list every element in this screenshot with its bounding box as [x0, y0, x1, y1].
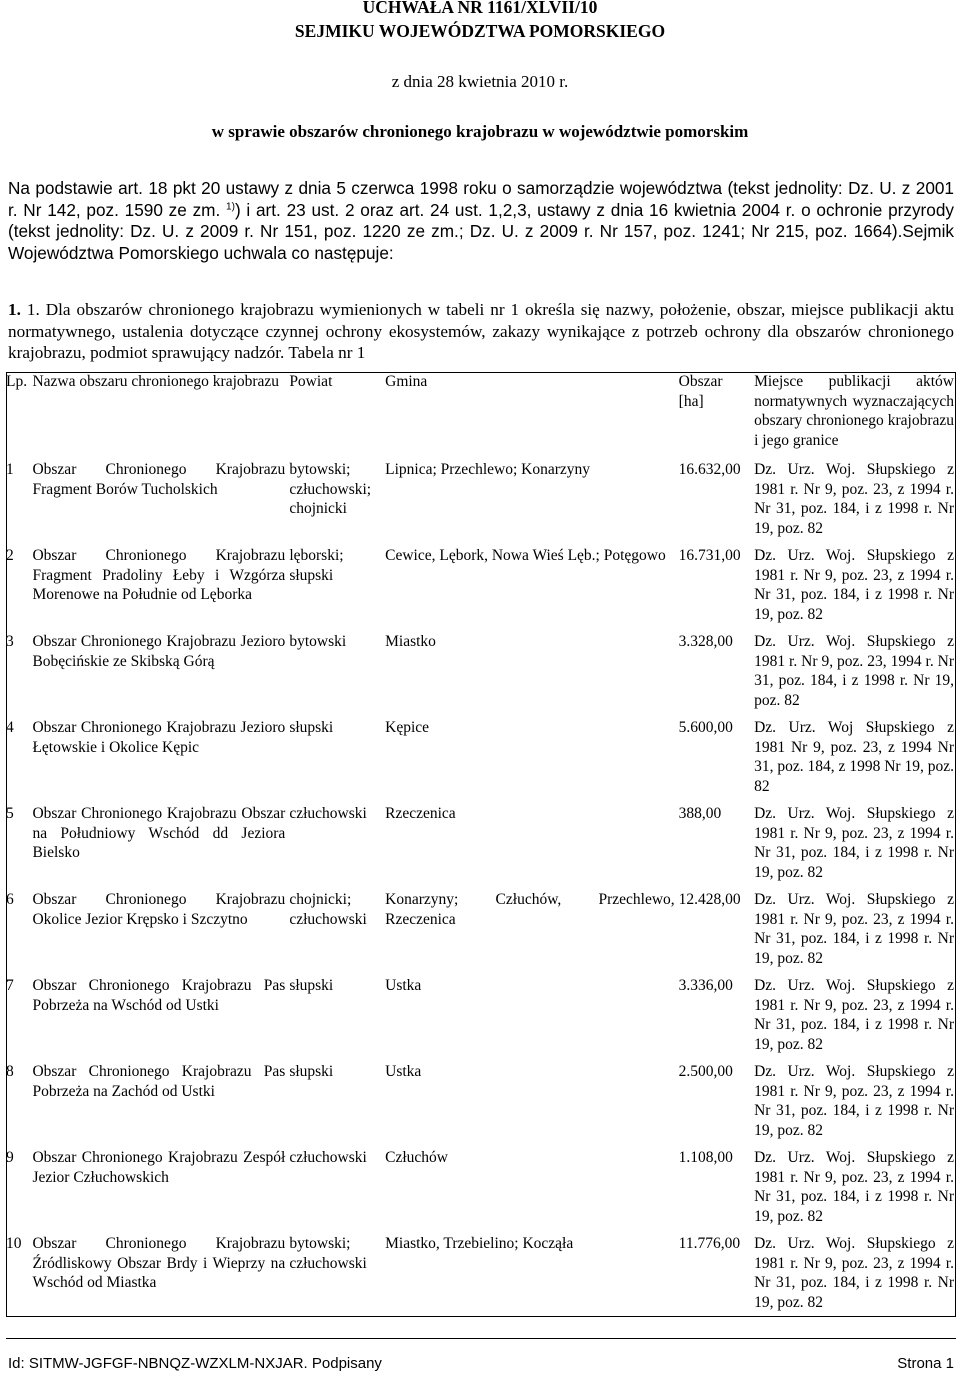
cell-gmina: Lipnica; Przechlewo; Konarzyny — [385, 461, 590, 478]
cell-publication: Dz. Urz. Woj. Słupskiego z 1981 r. Nr 9, poz. 23, 1994 r. Nr 31, poz. 184, i z 1998 r. Nr 19, poz. 82 — [754, 633, 954, 709]
table-row — [6, 804, 956, 890]
header-area: Obszar [ha] — [678, 373, 723, 410]
table-bottom-rule — [6, 1316, 956, 1317]
table-row — [6, 460, 956, 546]
cell-powiat: bytowski — [289, 633, 347, 650]
protected-areas-table — [6, 372, 956, 1320]
header-publication: Miejsce publikacji aktów normatywnych wyznaczających obszary chronionego krajobrazu i jego granice — [754, 373, 954, 449]
cell-area: 12.428,00 — [678, 891, 741, 908]
cell-lp: 7 — [6, 977, 14, 994]
preamble-text-a: Na podstawie art. 18 pkt 20 ustawy z dnia 5 czerwca 1998 roku o samorządzie województwa (tekst jednolity: Dz. U. z 2001 r. Nr 142, poz. 1590 ze zm. — [8, 178, 954, 220]
resolution-subject: w sprawie obszarów chronionego krajobrazu w województwie pomorskim — [211, 122, 749, 141]
cell-lp: 8 — [6, 1063, 14, 1080]
header-gmina: Gmina — [385, 373, 428, 390]
table-row — [6, 632, 956, 718]
cell-name: Obszar Chronionego Krajobrazu Pas Pobrzeża na Zachód od Ustki — [32, 1063, 286, 1100]
table-row — [6, 718, 956, 804]
cell-powiat: słupski — [289, 977, 334, 994]
cell-powiat: lęborski; słupski — [289, 547, 344, 584]
cell-publication: Dz. Urz. Woj. Słupskiego z 1981 r. Nr 9, poz. 23, z 1994 r. Nr 31, poz. 184, i z 1998 r. Nr 19, poz. 82 — [754, 547, 954, 623]
cell-lp: 3 — [6, 633, 14, 650]
cell-gmina: Kępice — [385, 719, 430, 736]
cell-publication: Dz. Urz. Woj Słupskiego z 1981 Nr 9, poz. 23, z 1994 Nr 31, poz. 184, z 1998 Nr 19, poz. 82 — [754, 719, 954, 795]
cell-name: Obszar Chronionego Krajobrazu Pas Pobrzeża na Wschód od Ustki — [32, 977, 286, 1014]
cell-name: Obszar Chronionego Krajobrazu Jezioro Łętowskie i Okolice Kępic — [32, 719, 286, 756]
cell-name: Obszar Chronionego Krajobrazu Obszar na Południowy Wschód dd Jeziora Bielsko — [32, 805, 286, 861]
cell-area: 3.328,00 — [678, 633, 733, 650]
cell-area: 16.731,00 — [678, 547, 741, 564]
cell-name: Obszar Chronionego Krajobrazu Fragment Pradoliny Łeby i Wzgórza Morenowe na Południe od Lęborka — [32, 547, 286, 603]
resolution-date: z dnia 28 kwietnia 2010 r. — [391, 72, 569, 91]
footer-rule — [6, 1338, 956, 1339]
cell-lp: 6 — [6, 891, 14, 908]
cell-publication: Dz. Urz. Woj. Słupskiego z 1981 r. Nr 9, poz. 23, z 1994 r. Nr 31, poz. 184, i z 1998 r. Nr 19, poz. 82 — [754, 1149, 954, 1225]
cell-lp: 2 — [6, 547, 14, 564]
cell-lp: 4 — [6, 719, 14, 736]
header-lp: Lp. — [6, 373, 28, 390]
cell-area: 388,00 — [678, 805, 722, 822]
cell-lp: 1 — [6, 461, 14, 478]
cell-name: Obszar Chronionego Krajobrazu Jezioro Bobęcińskie ze Skibską Górą — [32, 633, 286, 670]
cell-area: 16.632,00 — [678, 461, 741, 478]
table-row — [6, 546, 956, 632]
table-row — [6, 1148, 956, 1234]
cell-gmina: Cewice, Lębork, Nowa Wieś Lęb.; Potęgowo — [385, 547, 666, 564]
cell-lp: 10 — [6, 1235, 22, 1252]
cell-area: 2.500,00 — [678, 1063, 733, 1080]
cell-powiat: bytowski; człuchowski — [289, 1235, 367, 1272]
paragraph-number: 1. — [8, 300, 27, 319]
cell-gmina: Rzeczenica — [385, 805, 456, 822]
cell-powiat: słupski — [289, 1063, 334, 1080]
cell-powiat: chojnicki; człuchowski — [289, 891, 367, 928]
cell-publication: Dz. Urz. Woj. Słupskiego z 1981 r. Nr 9, poz. 23, z 1994 r. Nr 31, poz. 184, i z 1998 r. Nr 19, poz. 82 — [754, 977, 954, 1053]
cell-publication: Dz. Urz. Woj. Słupskiego z 1981 r. Nr 9, poz. 23, z 1994 r. Nr 31, poz. 184, i z 1998 r. Nr 19, poz. 82 — [754, 891, 954, 967]
cell-area: 11.776,00 — [678, 1235, 741, 1252]
cell-gmina: Miastko, Trzebielino; Kocząła — [385, 1235, 574, 1252]
table-header-row — [6, 372, 956, 460]
cell-gmina: Człuchów — [385, 1149, 448, 1166]
page-footer — [8, 1355, 954, 1372]
cell-publication: Dz. Urz. Woj. Słupskiego z 1981 r. Nr 9, poz. 23, z 1994 r. Nr 31, poz. 184, i z 1998 r. Nr 19, poz. 82 — [754, 1063, 954, 1139]
cell-powiat: człuchowski — [289, 1149, 367, 1166]
cell-area: 3.336,00 — [678, 977, 733, 994]
cell-powiat: bytowski; człuchowski; chojnicki — [289, 461, 372, 517]
header-name: Nazwa obszaru chronionego krajobrazu — [32, 373, 280, 390]
footnote-mark: 1) — [226, 200, 235, 212]
legal-basis-preamble — [8, 178, 954, 264]
cell-name: Obszar Chronionego Krajobrazu Okolice Jezior Krępsko i Szczytno — [32, 891, 286, 928]
cell-powiat: słupski — [289, 719, 334, 736]
table-row — [6, 976, 956, 1062]
cell-publication: Dz. Urz. Woj. Słupskiego z 1981 r. Nr 9, poz. 23, z 1994 r. Nr 31, poz. 184, i z 1998 r. Nr 19, poz. 82 — [754, 805, 954, 881]
cell-area: 1.108,00 — [678, 1149, 733, 1166]
paragraph-1 — [8, 299, 954, 364]
header-powiat: Powiat — [289, 373, 333, 390]
cell-publication: Dz. Urz. Woj. Słupskiego z 1981 r. Nr 9, poz. 23, z 1994 r. Nr 31, poz. 184, i z 1998 r. Nr 19, poz. 82 — [754, 461, 954, 537]
table-row — [6, 1234, 956, 1320]
table-row — [6, 890, 956, 976]
cell-gmina: Ustka — [385, 1063, 422, 1080]
resolution-title: UCHWAŁA NR 1161/XLVII/10 — [362, 0, 598, 17]
cell-publication: Dz. Urz. Woj. Słupskiego z 1981 r. Nr 9, poz. 23, z 1994 r. Nr 31, poz. 184, i z 1998 r. Nr 19, poz. 82 — [754, 1235, 954, 1311]
cell-lp: 5 — [6, 805, 14, 822]
cell-gmina: Konarzyny; Człuchów, Przechlewo, Rzeczenica — [385, 891, 675, 928]
table-row — [6, 1062, 956, 1148]
paragraph-text: 1. Dla obszarów chronionego krajobrazu wymienionych w tabeli nr 1 określa się nazwy, położenie, obszar, miejsce publikacji aktu normatywnego, ustalenia dotyczące czynnej ochrony ekosystemów, zakazy wynikające z potrzeb ochrony dla obszarów chronionego krajobrazu, podmiot sprawujący nadzór. Tabela nr 1 — [8, 300, 954, 363]
cell-gmina: Ustka — [385, 977, 422, 994]
page-number: Strona 1 — [897, 1355, 954, 1372]
cell-gmina: Miastko — [385, 633, 436, 650]
cell-name: Obszar Chronionego Krajobrazu Zespół Jezior Człuchowskich — [32, 1149, 286, 1186]
document-id: Id: SITMW-JGFGF-NBNQZ-WZXLM-NXJAR. Podpisany — [8, 1355, 382, 1372]
cell-area: 5.600,00 — [678, 719, 733, 736]
cell-powiat: człuchowski — [289, 805, 367, 822]
issuing-body: SEJMIKU WOJEWÓDZTWA POMORSKIEGO — [294, 21, 666, 41]
cell-name: Obszar Chronionego Krajobrazu Źródliskowy Obszar Brdy i Wieprzy na Wschód od Miastka — [32, 1235, 286, 1291]
cell-lp: 9 — [6, 1149, 14, 1166]
cell-name: Obszar Chronionego Krajobrazu Fragment Borów Tucholskich — [32, 461, 286, 498]
preamble-text-b: ) i art. 23 ust. 2 oraz art. 24 ust. 1,2,3, ustawy z dnia 16 kwietnia 2004 r. o ochronie przyrody (tekst jednolity: Dz. U. z 2009 r. Nr 151, poz. 1220 ze zm.; Dz. U. z 2009 r. Nr 157, poz. 1241; Nr 215, poz. 1664).Sejmik Województwa Pomorskiego uchwala co następuje: — [8, 199, 954, 263]
